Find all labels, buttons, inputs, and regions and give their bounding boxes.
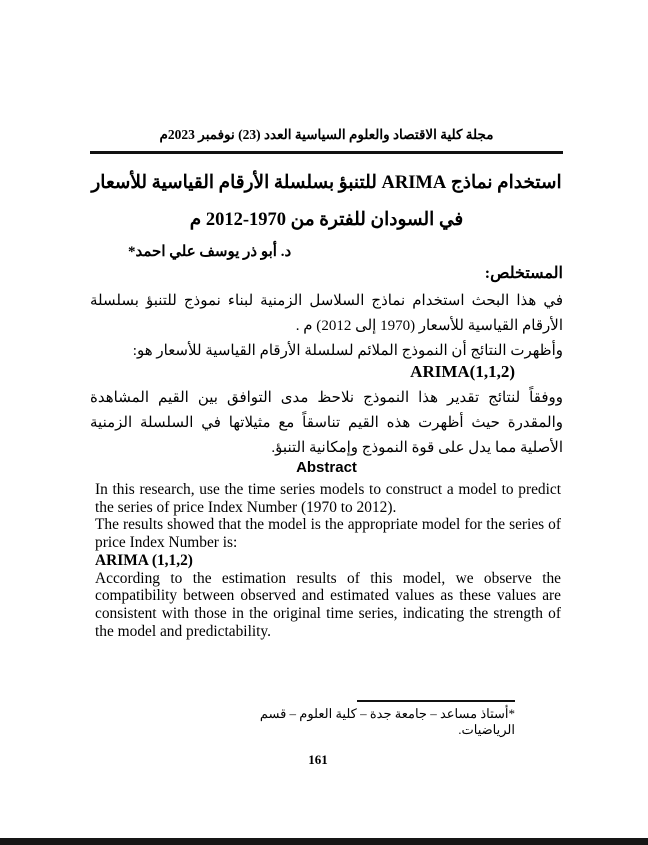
journal-header: مجلة كلية الاقتصاد والعلوم السياسية العدد (23) نوفمبر 2023م	[159, 127, 494, 142]
arima-model-arabic-section: ARIMA(1,1,2)	[410, 362, 515, 381]
english-abstract-heading: Abstract	[296, 459, 357, 476]
arabic-abstract-result-line: وأظهرت النتائج أن النموذج الملائم لسلسلة الأرقام القياسية للأسعار هو:	[132, 343, 563, 359]
article-title-line-2: في السودان للفترة من 1970-2012 م	[189, 210, 464, 230]
arima-model-english-section: ARIMA (1,1,2)	[95, 551, 193, 569]
header-rule	[90, 151, 563, 154]
arabic-abstract-paragraph-1: في هذا البحث استخدام نماذج السلاسل الزمنية لبناء نموذج للتنبؤ بسلسلة الأرقام القياسية للأسعار (1970 إلى 2012) م .	[90, 293, 563, 334]
english-abstract-paragraph-3: According to the estimation results of this model, we observe the compatibility between observed and estimated values as these values are consistent with those in the original time series, indicating the strength of the model and predictability.	[95, 569, 561, 640]
article-title-line-1: استخدام نماذج ARIMA للتنبؤ بسلسلة الأرقام القياسية للأسعار	[91, 173, 562, 193]
footnote-separator-rule	[357, 700, 515, 702]
arabic-abstract-heading: المستخلص:	[484, 265, 563, 282]
page-number: 161	[308, 752, 328, 767]
english-abstract-paragraph-2: The results showed that the model is the appropriate model for the series of price Index Number is:	[95, 516, 561, 552]
author-name: د. أبو ذر يوسف علي احمد*	[128, 244, 292, 260]
scan-bottom-edge	[0, 838, 648, 845]
english-abstract-paragraph-1: In this research, use the time series models to construct a model to predict the series of price Index Number (1970 to 2012).	[95, 481, 561, 516]
english-abstract-block	[95, 481, 561, 640]
footnote-text: *أستاذ مساعد – جامعة جدة – كلية العلوم – قسم الرياضيات.	[259, 706, 515, 737]
arabic-abstract-paragraph-2: ووفقاً لنتائج تقدير هذا النموذج نلاحظ مدى التوافق بين القيم المشاهدة والمقدرة حيث أظهرت هذه القيم تناسقاً مع مثيلاتها في السلسلة الزمنية الأصلية مما يدل على قوة النموذج وإمكانية التنبؤ.	[90, 390, 563, 456]
